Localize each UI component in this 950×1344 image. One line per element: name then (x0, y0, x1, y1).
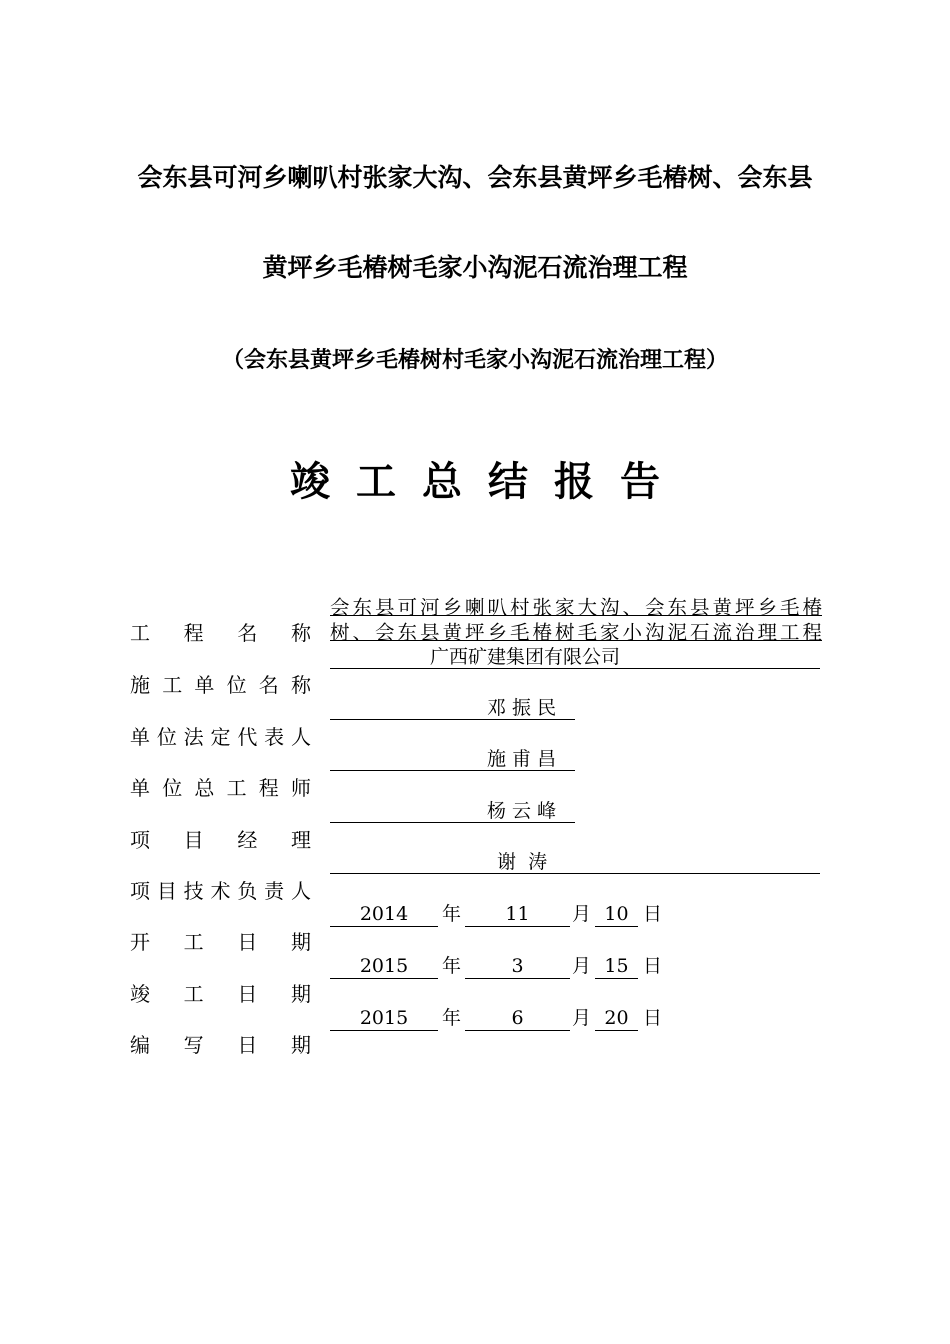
month-unit: 月 (572, 1007, 592, 1029)
year-unit: 年 (442, 1007, 462, 1029)
label-char: 单 (130, 776, 150, 800)
writing-date-month: 6 (465, 1006, 570, 1031)
label-char: 工 (162, 673, 183, 697)
project-name-line-1: 会东县可河乡喇叭村张家大沟、会东县黄坪乡毛椿 (330, 596, 822, 619)
label-char: 写 (183, 1033, 204, 1057)
label-char: 期 (290, 1033, 311, 1057)
start-date-month: 11 (465, 902, 570, 927)
label-char: 法 (183, 725, 204, 749)
writing-date-year: 2015 (330, 1006, 438, 1031)
label-char: 期 (290, 930, 311, 954)
label-char: 名 (258, 673, 279, 697)
completion-date-row (330, 954, 670, 980)
label-char: 称 (290, 673, 311, 697)
label-writing-date (130, 1033, 311, 1057)
month-unit: 月 (572, 903, 592, 925)
underline-chief-engineer (330, 770, 575, 771)
label-char: 日 (237, 1033, 258, 1057)
label-chief-engineer (130, 776, 311, 800)
title-line-1: 会东县可河乡喇叭村张家大沟、会东县黄坪乡毛椿树、会东县 (137, 163, 813, 192)
year-unit: 年 (442, 955, 462, 977)
construction-unit-value: 广西矿建集团有限公司 (430, 646, 621, 668)
label-char: 经 (237, 828, 258, 852)
label-char: 施 (130, 673, 150, 697)
label-char: 工 (130, 621, 150, 645)
label-char: 总 (194, 776, 215, 800)
underline-legal-rep (330, 719, 575, 720)
label-char: 日 (237, 982, 258, 1006)
label-start-date (130, 930, 311, 954)
label-char: 项 (130, 879, 150, 903)
start-date-day: 10 (595, 902, 638, 927)
label-char: 称 (290, 621, 311, 645)
label-project-manager (130, 828, 311, 852)
label-char: 名 (237, 621, 258, 645)
year-unit: 年 (442, 903, 462, 925)
label-char: 程 (258, 776, 279, 800)
label-char: 技 (183, 879, 204, 903)
label-char: 理 (290, 828, 311, 852)
label-tech-lead (130, 879, 311, 903)
label-char: 期 (290, 982, 311, 1006)
label-project-name (130, 621, 311, 645)
label-char: 位 (226, 673, 247, 697)
label-char: 定 (210, 725, 231, 749)
subtitle: （会东县黄坪乡毛椿树村毛家小沟泥石流治理工程） (221, 348, 728, 373)
start-date-year: 2014 (330, 902, 438, 927)
completion-date-day: 15 (595, 954, 638, 979)
label-char: 工 (183, 930, 204, 954)
month-unit: 月 (572, 955, 592, 977)
writing-date-row (330, 1006, 670, 1032)
title-line-2: 黄坪乡毛椿树毛家小沟泥石流治理工程 (262, 253, 688, 282)
legal-rep-value: 邓 振 民 (487, 697, 557, 719)
label-char: 责 (264, 879, 285, 903)
writing-date-day: 20 (595, 1006, 638, 1031)
underline-project-manager (330, 822, 575, 823)
label-char: 工 (226, 776, 247, 800)
day-unit: 日 (643, 1007, 663, 1029)
label-char: 开 (130, 930, 150, 954)
label-char: 位 (156, 725, 177, 749)
label-char: 日 (237, 930, 258, 954)
label-char: 编 (130, 1033, 150, 1057)
label-char: 单 (130, 725, 150, 749)
label-char: 程 (183, 621, 204, 645)
report-title: 竣工总结报告 (290, 459, 686, 505)
label-char: 表 (264, 725, 285, 749)
project-name-line-2: 树、会东县黄坪乡毛椿树毛家小沟泥石流治理工程 (330, 621, 822, 644)
day-unit: 日 (643, 955, 663, 977)
underline-construction-unit (330, 668, 820, 669)
label-char: 人 (290, 879, 311, 903)
label-char: 代 (237, 725, 258, 749)
underline-tech-lead (330, 873, 820, 874)
day-unit: 日 (643, 903, 663, 925)
completion-date-year: 2015 (330, 954, 438, 979)
label-char: 项 (130, 828, 150, 852)
label-construction-unit (130, 673, 311, 697)
label-char: 人 (290, 725, 311, 749)
label-char: 目 (183, 828, 204, 852)
label-char: 工 (183, 982, 204, 1006)
tech-lead-value: 谢 涛 (497, 851, 548, 873)
project-manager-value: 杨 云 峰 (487, 800, 557, 822)
label-char: 单 (194, 673, 215, 697)
label-char: 竣 (130, 982, 150, 1006)
label-char: 目 (156, 879, 177, 903)
chief-engineer-value: 施 甫 昌 (487, 748, 557, 770)
label-char: 负 (237, 879, 258, 903)
start-date-row (330, 902, 670, 928)
label-char: 师 (290, 776, 311, 800)
label-char: 位 (162, 776, 183, 800)
label-completion-date (130, 982, 311, 1006)
label-legal-rep (130, 725, 311, 749)
label-char: 术 (210, 879, 231, 903)
completion-date-month: 3 (465, 954, 570, 979)
